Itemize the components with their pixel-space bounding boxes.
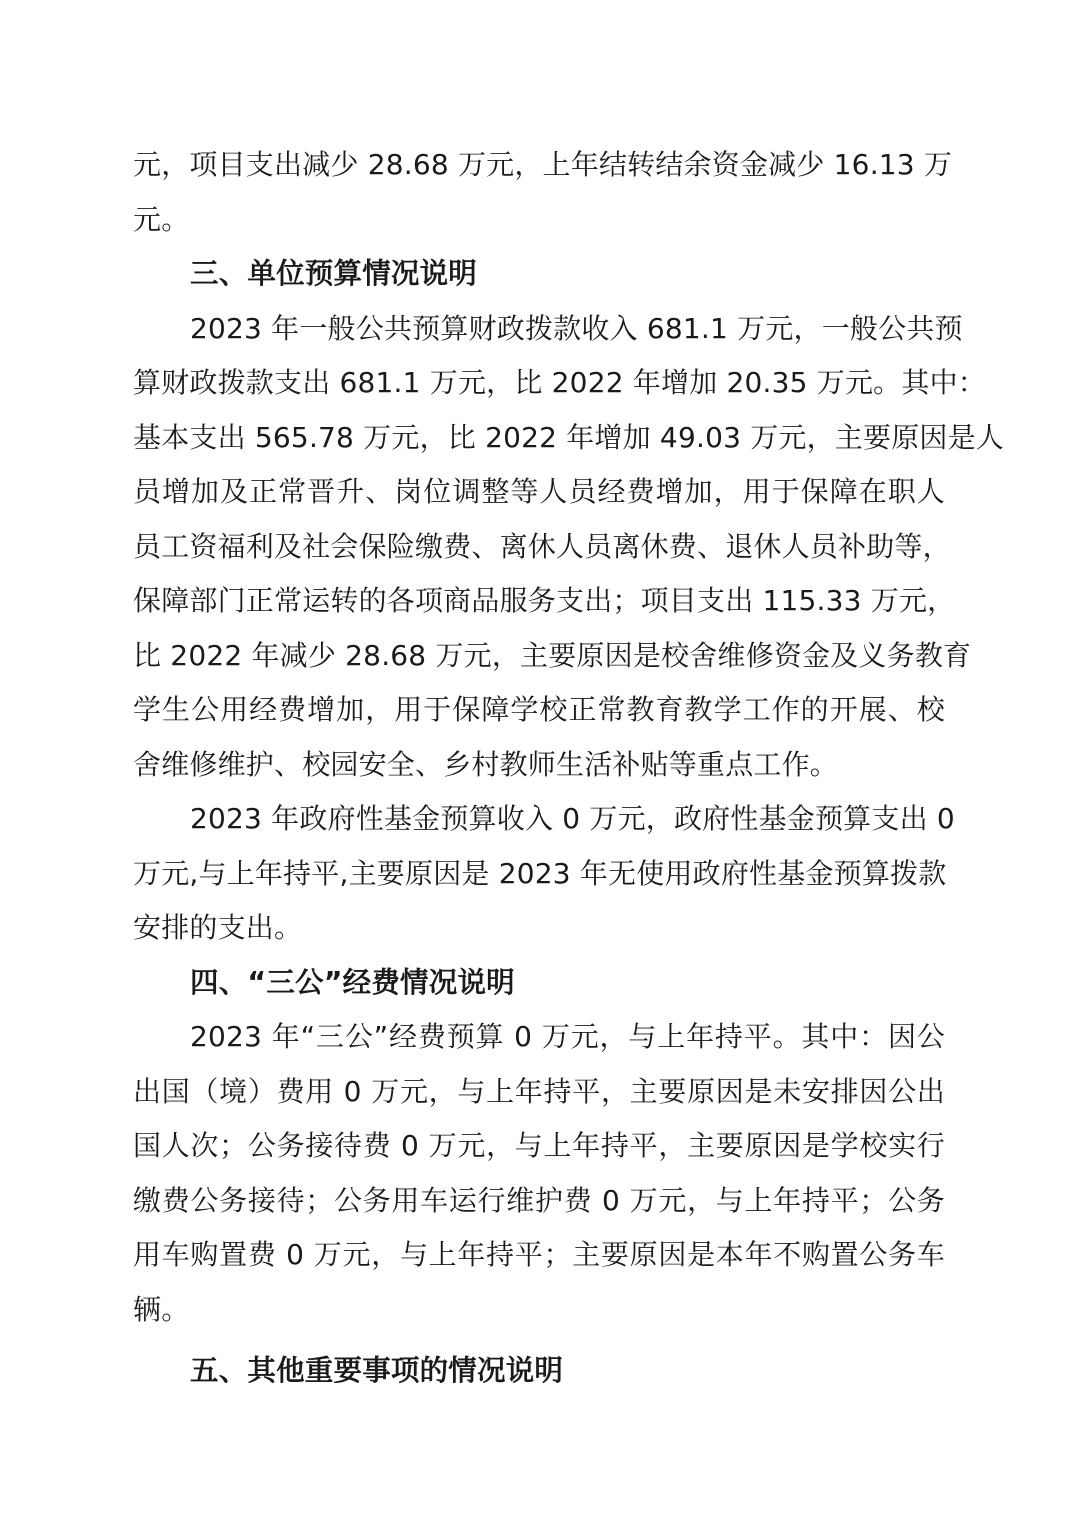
paragraph-line: 元。 bbox=[133, 202, 190, 236]
paragraph-line: 舍维修维护、校园安全、乡村教师生活补贴等重点工作。 bbox=[133, 747, 839, 781]
paragraph-line: 员工资福利及社会保险缴费、离休人员离休费、退休人员补助等， bbox=[133, 529, 951, 563]
paragraph-line: 2023 年“三公”经费预算 0 万元，与上年持平。其中：因公 bbox=[190, 1020, 945, 1053]
paragraph-line: 缴费公务接待；公务用车运行维护费 0 万元，与上年持平；公务 bbox=[133, 1183, 945, 1217]
document-page bbox=[133, 138, 1004, 1399]
section-heading: 三、单位预算情况说明 bbox=[190, 257, 478, 290]
paragraph-line: 基本支出 565.78 万元，比 2022 年增加 49.03 万元，主要原因是人 bbox=[133, 420, 1004, 454]
section-heading: 四、“三公”经费情况说明 bbox=[190, 965, 515, 999]
section-heading: 五、其他重要事项的情况说明 bbox=[190, 1354, 564, 1387]
paragraph-line: 2023 年一般公共预算财政拨款收入 681.1 万元，一般公共预 bbox=[190, 311, 963, 345]
paragraph-line: 出国（境）费用 0 万元，与上年持平，主要原因是未安排因公出 bbox=[133, 1074, 945, 1108]
paragraph-line: 2023 年政府性基金预算收入 0 万元，政府性基金预算支出 0 bbox=[190, 802, 955, 835]
paragraph-line: 员增加及正常晋升、岗位调整等人员经费增加，用于保障在职人 bbox=[133, 475, 945, 508]
paragraph-line: 国人次；公务接待费 0 万元，与上年持平，主要原因是学校实行 bbox=[133, 1129, 945, 1162]
paragraph-line: 辆。 bbox=[133, 1292, 190, 1326]
paragraph-line: 安排的支出。 bbox=[133, 911, 303, 944]
paragraph-line: 学生公用经费增加，用于保障学校正常教育教学工作的开展、校 bbox=[133, 693, 945, 726]
paragraph-line: 元，项目支出减少 28.68 万元，上年结转结余资金减少 16.13 万 bbox=[133, 148, 953, 181]
paragraph-line: 保障部门正常运转的各项商品服务支出；项目支出 115.33 万元， bbox=[133, 584, 956, 617]
paragraph-line: 万元,与上年持平,主要原因是 2023 年无使用政府性基金预算拨款 bbox=[133, 856, 947, 890]
paragraph-line: 比 2022 年减少 28.68 万元，主要原因是校舍维修资金及义务教育 bbox=[133, 638, 972, 672]
paragraph-line: 用车购置费 0 万元，与上年持平；主要原因是本年不购置公务车 bbox=[133, 1238, 945, 1271]
paragraph-line: 算财政拨款支出 681.1 万元，比 2022 年增加 20.35 万元。其中： bbox=[133, 366, 986, 399]
